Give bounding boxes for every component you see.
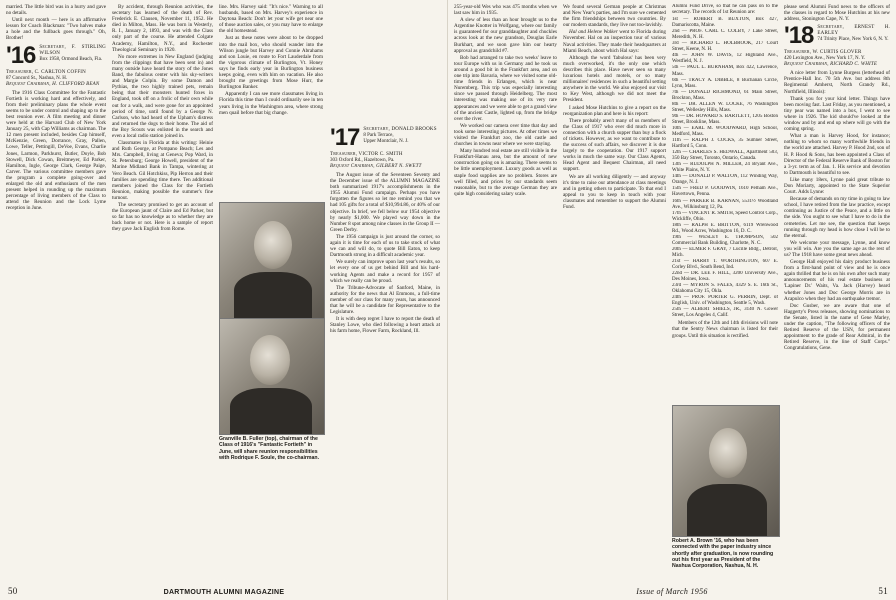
paragraph: line. Mrs. Harvey said: "It's nice." Warning to all husbands, based on Mrs. Harvey's experience in Daytona Beach: Don't let your wife get near one of those auction sales, or you may have to enlarge the old homestead.: [219, 4, 323, 35]
secretary-address: Upper Montclair, N. J.: [363, 139, 409, 144]
paragraph: went to Florida during November. Hal on an inspection tour of various Naval activities. They made their headquarters at Miami Beach, about which Hal says:: [563, 29, 666, 54]
photo-granville-fuller: [219, 202, 325, 319]
class-header-1916: [6, 41, 106, 69]
treasurer-block: [330, 152, 440, 170]
treasurer-address: 303 Oxford Rd., Hazeltown, Pa.: [330, 158, 395, 163]
paragraph: It is with deep regret I have to report the death of Stanley Lowe, who died following a heart attack at his farm home, Flower Farm, Rockland, Ill.: [330, 316, 440, 335]
paragraph: Because of demands on my time in going to law school, I have retired from the law practice, except continuing as Justice of the Peace, and a little on the side. You ought to see what I have to do in the cemeteries. Let me see, the question that keeps running through my head is how close I will be to the eternal.: [784, 196, 890, 239]
treasurer-block: [784, 50, 890, 68]
list-item: 8th — DR. ALLEN W. LOCKE, 76 Washington Street, Wellesley Hills, Mass.: [672, 101, 778, 113]
treasurer-address: 87 Concord St., Nashua, N. H.: [6, 75, 68, 81]
list-item: 1st — ROBERT B. BUXTON, Box 427, Damariscotta, Maine.: [672, 17, 778, 29]
list-item: 7th — DONALD RICHMOND, 61 Main Street, Brockton, Mass.: [672, 89, 778, 101]
magazine-title: [0, 589, 448, 596]
photo-caption: Robert A. Brown '16, who has been connected with the paper industry since shortly after graduation, is now rounding out his first year as President of the Nashua Corporation, Nashua, N. H.: [672, 538, 774, 570]
list-item: 12th — CHARLES S. HEDWALL, Apartment 503, 350 Bay Street, Toronto, Ontario, Canada.: [672, 150, 778, 162]
list-item: 21st — HARRY T. WORTHINGTON, 607 E. Corley Blvd., South Bend, Ind.: [672, 258, 778, 271]
page-number: 51: [878, 586, 888, 596]
paragraph: The 1916 Class Committee for the Fantastic Fortieth is working hard and effectively, and from their preliminary plans the whole event seems to be under control and shaping up to the best reunion ever. A film meeting and dinner were held at the Harvard Club of New York January 25, with Cap Williams as chairman. The 12 men present included, besides Cap himself, McKenzie, Green, Dorrance, Gray, Pallen, Lowe, Teller, Pettingill, DeVoe, Evans, Charlie Jones, Larmon, Parkhurst, Butler, Doyle, Bob Stowell, Dick Cowan, Breitmeyer, Ed Parker, Hamilton, Ingle, George Clark, George Paige, Carver. The various committee members gave the program a complete going-over and enlarged the old and enthusiasm of the men present helped in rounding up the maximum percentage of living members of the Class to attend the Reunion and the Lock Lyme reception in June.: [6, 89, 106, 212]
paragraph: please send Alumni Fund news to the officers of the classes in regard to Mose Hutchins at his new address, Stonington Cape, N. Y.: [784, 4, 890, 23]
agent-list: [672, 17, 778, 319]
paragraph: By accident, through Reunion activities, the secretary has learned of the death of Rev. Frederick E. Clausen, November 11, 1952. He died in Milton, Mass. He was born in Westerly, R. I., January 2, 1893, and was with the Class only part of the course. He attended Colgate Academy, Hamilton, N.Y., and Rochester Theological Seminary in 1920.: [112, 4, 213, 53]
list-item: 25th — ALBERT SHIELS, JR., 3140 N. Gower Street, Los Angeles 4, Calif.: [672, 307, 778, 319]
list-item: 20th — ELMER F. GRAY, 7 Lucille Bldg., Detroit, Mich.: [672, 246, 778, 258]
page-number: 50: [8, 586, 18, 596]
paragraph: married. The little bird was in a hurry and gave no details.: [6, 4, 106, 17]
column-5: [454, 4, 557, 584]
page-footer-right: [878, 586, 888, 596]
paragraph: George Hall enjoyed his dairy product business from a first-hand point of view and he is once again thrilled that he is on his own after such many announcements of his real estate business at 'Lapiner Dr.' Waits, Va. Jack (Harvey) heard whether Jones and Doc George Morris are in Acapulco when they had an earthquake tremor.: [784, 259, 890, 302]
class-officers: [363, 127, 436, 145]
photo-rodrique-soule: [219, 318, 325, 435]
column-7: [672, 4, 778, 399]
issue-date-text: Issue of March 1956: [636, 587, 708, 596]
list-item: 22nd — DR. LEE F. HILL, 3200 University Ave., Des Moines, Iowa.: [672, 271, 778, 283]
paragraph: Thank you for your kind letter. Things have been moving fast. Last Friday, as you mentioned, a tiny pear was named into a box, I went to see where in 1926. The kid should've looked at the window and by and end up where will go with the coming spring.: [784, 95, 890, 133]
photo-robert-brown: [672, 405, 780, 537]
paragraph: Just as these notes were about to be dropped into the mail box, who should wander into the Wilson jungle but Harvey and Connie Abrahams and son Louie, en route to Fort Lauderdale from the vigorous climate of Burlington, Vt. Honey says he finds early year in Burlington business keeps going, even with him on vacation. He also brought me greetings from Mose Hurr, the Burlington Banker.: [219, 35, 323, 91]
right-page: [448, 0, 896, 600]
paragraph: Alumni Fund Drive, so that he can pass on to the secretary. The records of 1st Reunion are:: [672, 4, 778, 16]
treasurer-block: [6, 70, 106, 88]
column-3: [219, 4, 323, 199]
paragraph: Classmates in Florida at this writing: Heinie and Ruth George, at Pompano Beach; Les and Mrs. Campbell, living at Geneva; Pop Ward, in St. Petersburg; George Howell, president of the Marine Midland Bank in Tampa, wintering at Vero Beach. Gil Hotchkiss, Pip Herron and their families are spending time there. Ten additional members joined the Class for the Fortieth Reunion, making possible the summer's fine turnout.: [112, 140, 213, 201]
photo-caption: Granville B. Fuller (top), chairman of the Class of 1916's "Fantastic Fortieth" in June, will share reunion responsibilities with Rodrique F. Soule, the co-chairman.: [219, 436, 320, 461]
paragraph: We welcome your message, Lynne, and know you will win. Are you the same age as the rest of us? The 1918 have some great news ahead.: [784, 239, 890, 258]
class-officers: [817, 25, 890, 43]
paragraph: Although the word 'fabulous' has been very much overworked, it's the only one which describes this place. Have never seen so many luxurious hotels and motels, or so many millionaires' residences in such a beautiful setting anywhere in the world. We also enjoyed our visit to Key West, although we did not meet the President.: [563, 54, 666, 104]
paragraph: The secretary promised to get an account of the European jaunt of Claire and Ed Parker, but so far has no knowledge as to whether they are back home or not. Here is a sample of report they gave Jack English from Rome.: [112, 202, 213, 233]
bequest-line: Bequest Chairman, GILBERT N. SWETT: [330, 164, 422, 169]
paragraph: Apparently I can see more classmates living in Florida this time than I could ordinarily see in ten years living in the Washington area, where strong men quail before that big change.: [219, 91, 323, 116]
paragraph: There probably aren't many of us members of the Class of 1917 who ever did much more in connection with a church supper than buy a flock of tickets. However, as we want to contribute to the success of such affairs, we discover it is due largely to the cooperation. Our 1917 support works in much the same way. Our Class Agents, Head Agent and Bequest Chairman, all need support.: [563, 117, 666, 173]
subhead: Hal and Helene Walker: [569, 29, 618, 36]
paragraph: Until next month — here is an affirmative lesson for Coach Blackman: "Two halves make a hole and the fullback goes through." Oh, Brother!: [6, 17, 106, 42]
paragraph: We surely can improve upon last year's results, so let every one of us get behind Bill and his hard-working Agents and make a record for 1957 of which we really can be proud.: [330, 259, 440, 284]
treasurer-address: 420 Lexington Ave., New York 17, N. Y.: [784, 56, 866, 62]
list-item: 11th — RALPH J. COCKS, 35 Sumner Street, Hartford 5, Conn.: [672, 138, 778, 150]
paragraph: Like many 18ers, Lynne paid great tribute to Don Moriarty, appointed to the State Superior Court. Adds Lynne:: [784, 176, 890, 196]
paragraph: The 1956 campaign is just around the corner, so again it is time for each of us to take stock of what we can and will do, to quote Bill Eaton, to keep Dartmouth strong in a difficult academic year.: [330, 233, 440, 259]
class-header-1917: [330, 124, 440, 151]
list-item: 6th — TRACY A. DIBBLE, 8 Buchanan Circle, Lynn, Mass.: [672, 77, 778, 89]
class-year: '16: [6, 41, 36, 69]
paragraph: No more extremes in New England (judging from the clippings that have been sent in) and many outside have heard the story of the Jones Band, the fabulous center with his sky-writers and Margie Colpin. By some Damon and Pythias, the two highly trained pets, remain being that their monsters hunted foxes in England, took off on a frolic of their own while out for a walk, and were gone for an appointed period of time, until found by a George N. Carlson, who had heard of the Upham's distress and returned the dogs to their home. The aid of the Boy Scouts was enlisted in the search and even a local radio station joined in.: [112, 53, 213, 139]
secretary-address: 8 Park Terrace,: [363, 133, 394, 138]
list-item: 18th — RALPH E. BRITTON, 6119 Wrenwood Rd., Wood Acres, Washington 16, D. C.: [672, 222, 778, 234]
treasurer-line: Treasurer, VICTOR C. SMITH: [330, 152, 403, 157]
treasurer-line: Treasurer, C. CARLTON COFFIN: [6, 69, 86, 75]
paragraph: The August issue of the Seventeen Seventy and the December issue of the ALUMNI MAGAZINE both summarized 1917's accomplishments in the 1955 Alumni Fund campaign. Perhaps you have forgotten the figures so let me remind you that we had 105 gifts for a total of $10,994.86, or 40% of our objective. In brief, we fell below our 1954 objective by nearly $1,000. We played way down in the Number 8 spot among nine classes in the Group II — Green Derby.: [330, 172, 440, 233]
secretary-address: 74 Trinity Place, New York 6, N. Y.: [817, 37, 889, 43]
list-item: 23rd — MYRON S. FALES, 4329 S. E. 16th St., Oklahoma City 15, Okla.: [672, 283, 778, 295]
paragraph: Many hundred real estate are still visible in the Frankfurt-Hanau area, but the amount of new construction going on is amazing. There seems to be little unemployment. Luxury goods as well as staple food supplies are no problem. Stores are well filled, and prices by our standards seem reasonable, but to the average German they are quite high considering salary scale.: [454, 148, 557, 197]
paragraph: A nice letter from Lynne Burgess (letterhead of Prentice-Hall Inc. 70 5th Ave. but address 8th Regimental Amherst, North Grandy Rd., Northfield, Illinois):: [784, 70, 890, 95]
secretary-line: Secretary, ERNEST H. EARLEY: [817, 25, 890, 37]
paragraph: Members of the 12th and 14th divisions will note that the Sentry News chairman is listed for their groups. Until this situation is rectified.: [672, 321, 778, 339]
paragraph: The Tribune-Advocate of Sanford, Maine, in authority for the news that Al Emmons, a full-time member of our class for many years, has announced that he will be a candidate for Representative to the Legislature.: [330, 284, 440, 316]
paragraph: 255-year-old Wes who was 475 months when we last saw him in 1935.: [454, 4, 557, 17]
bequest-line: Bequest Chairman, RICHARD C. WHITE: [784, 62, 878, 68]
paragraph: We are all working diligently — and anyway it's time to raise our attendance at class meetings and in getting others to participate. To that end I appeal to you to keep in touch with your classmates and remember to support the Alumni Fund.: [563, 173, 666, 210]
class-year: '17: [330, 124, 360, 151]
magazine-title-text: DARTMOUTH ALUMNI MAGAZINE: [163, 589, 285, 596]
column-1: [6, 4, 106, 584]
list-item: 2nd — PROF. CARL C. COLBY, 7 Lake Street, Meredith, N. H.: [672, 29, 778, 41]
class-header-1918: [784, 22, 890, 50]
bequest-line: Bequest Chairman, H. CLIFFORD BEAN: [6, 81, 100, 87]
list-item: 5th — PAUL L. BURNHAM, Box 422, Lawrence, Mass.: [672, 65, 778, 77]
list-item: 24th — PROF. PORTER G. PERRIN, Dept. of English, Univ. of Washington, Seattle 5, Wash.: [672, 295, 778, 307]
issue-date: [448, 587, 896, 596]
list-item: 13th — RUDOLPH N. MILLER, 24 Bryant Ave., White Plains, N. Y.: [672, 162, 778, 174]
paragraph: I asked Mose Hutchins to give a report on the reorganization plan and here is his report:: [563, 104, 666, 117]
paragraph: Bob had arranged to take two weeks' leave to tour Europe with us in Germany and he took us around a good bit in the Frankfurt area, and on one trip into Bavaria, where we visited some old-time friends in Erlangen, which is near Nuremberg. This trip was especially interesting since we passed through Heidelberg. The most interesting was making use of its very rare appearances and we were able to get a grand view of the ancient Castle, lighted up, from the bridge over the river.: [454, 54, 557, 122]
treasurer-line: Treasurer, W. CURTIS GLOVER: [784, 50, 862, 56]
list-item: 4th — JOHN W. DAVIS, 12 Highland Ave., Westfield, N. J.: [672, 53, 778, 65]
class-officers: [39, 45, 106, 63]
column-8: [784, 4, 890, 584]
list-item: 3rd — RICHARD L. HOLBROOK, 217 Court Street, Keene, N. H.: [672, 41, 778, 53]
class-year: '18: [784, 22, 814, 50]
list-item: 16th — PARKER B. KARNAN, 5531½ Woodland Ave., Wilkinsburg 12, Pa.: [672, 198, 778, 210]
list-item: 19th — WESLEY E. THOMPSON, 502 Commercial Bank Building, Charlotte, N. C.: [672, 234, 778, 246]
column-6: [563, 4, 666, 584]
paragraph: What a man is Harvey Hood, for instance; nothing to whom so many worthwhile friends in the world are attached. Harvey P. Hood 2nd, son of H. P. Hood & Sons, has been appointed a Class of Director of the Federal Reserve Bank of Boston for a 3-yr. term as of Jan. 1. His service and devotion to Dartmouth is beautiful to see.: [784, 133, 890, 176]
paragraph: We worked our camera over time that day and took some interesting pictures. At other times we visited the Frankfurt zoo, the old castle and churches in towns near where we were staying.: [454, 122, 557, 148]
column-2: [112, 4, 213, 584]
column-4: [330, 4, 440, 584]
secretary-line: Secretary, F. STIRLING WILSON: [39, 44, 106, 56]
list-item: 15th — FRED P. GOODWIN, 1610 Pelham Ave., Havertown, Penna.: [672, 186, 778, 198]
paragraph: A slew of less than an hour brought us to the Argentine Knotter in Wolfgang, where our family is guaranteed for our granddaughter and chuckles across look at the new grandson, Douglas Earle Burkhart, and we soon gave him our hearty approval as grandchild #7.: [454, 17, 557, 54]
secretary-address: Box 1958, Ormond Beach, Fla.: [39, 56, 103, 62]
list-item: 14th — DONALD P. WALTON, 112 Winding Way, Orange, N. J.: [672, 174, 778, 186]
list-item: 17th — VINCENT R. SMITH, Speed Control Corp., Wickliffe, Ohio.: [672, 210, 778, 222]
paragraph: We found several German people at Christmas and New Year's parties, and I'm sure we cemented the firm friendships between two countries. By our modern standards, they live not too-lavishly.: [563, 4, 666, 29]
list-item: 10th — EARL M. WOODWARD, High School, Medford, Mass.: [672, 125, 778, 137]
paragraph: Doc Gusber, we are aware that one of Haggerty's Press releases, showing nominations to the Senate, listed in the name of Gene Marley, under the caption, "The following officers of the Retired Reserve of the USN, for permanent appointment to the grade of Rear Admiral, in the Retired Reserve, in the line of Staff Corps." Congratulations, Gene.: [784, 302, 890, 352]
list-item: 9th — DR. HOWARD S. BARTLETT, 1205 Boston Street, Brookline, Mass.: [672, 113, 778, 125]
secretary-line: Secretary, DONALD BROOKS: [363, 127, 437, 132]
